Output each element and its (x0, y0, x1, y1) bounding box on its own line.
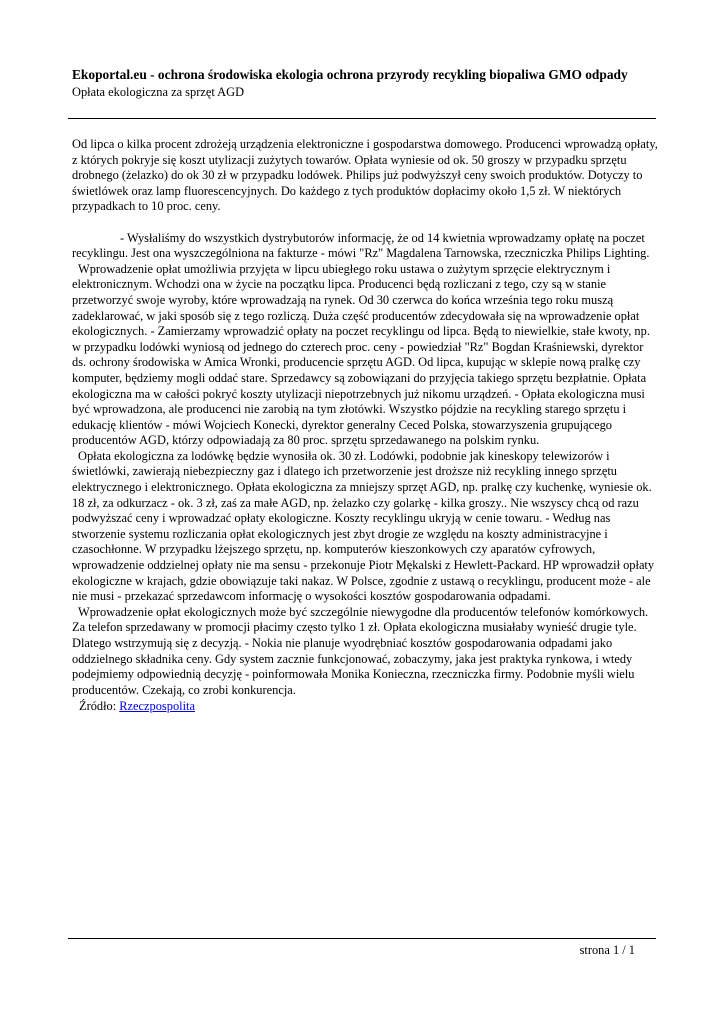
article-paragraph-intro: Od lipca o kilka procent zdrożeją urządzenia elektroniczne i gospodarstwa domowego. Producenci wprowadzą opłaty, z których pokryje się koszt utylizacji zużytych towarów. Opłata wyniesie od ok. 50 groszy w przypadku sprzętu drobnego (żelazko) do ok 30 zł w przypadku lodówek. Philips już podwyższył ceny swoich produktów. Dotyczy to świetlówek oraz lamp fluorescencyjnych. Do każdego z tych produktów dopłacimy około 1,5 zł. W niektórych przypadkach to 10 proc. ceny. (72, 137, 658, 214)
site-title: Ekoportal.eu - ochrona środowiska ekologia ochrona przyrody recykling biopaliwa GMO odpady (72, 67, 628, 82)
article-paragraph: Wprowadzenie opłat ekologicznych może być szczególnie niewygodne dla producentów telefonów komórkowych. Za telefon sprzedawany w promocji płacimy często tylko 1 zł. Opłata ekologiczna musiałaby wynieść drugie tyle. Dlatego wstrzymują się z decyzją. - Nokia nie planuje wyodrębniać kosztów gospodarowania odpadami jako oddzielnego składnika ceny. Gdy system zacznie funkcjonować, zobaczymy, jaka jest praktyka rynkowa, i wtedy podejmiemy odpowiednią decyzję - poinformowała Monika Konieczna, rzeczniczka firmy. Podobnie myśli wielu producentów. Czekają, co zrobi konkurencja. (72, 604, 649, 697)
article-body (72, 137, 660, 698)
header-divider (68, 118, 656, 119)
source-link[interactable]: Rzeczpospolita (119, 699, 195, 713)
article-title: Opłata ekologiczna za sprzęt AGD (72, 85, 245, 99)
article-paragraph: - Wysłaliśmy do wszystkich dystrybutorów informację, że od 14 kwietnia wprowadzamy opłatę na poczet recyklingu. Jest ona wyszczególniona na fakturze - mówi "Rz" Magdalena Tarnowska, rzeczniczka Philips Lighting. (72, 230, 650, 261)
source-label: Źródło: (79, 699, 117, 713)
article-paragraph: Opłata ekologiczna za lodówkę będzie wynosiła ok. 30 zł. Lodówki, podobnie jak kineskopy telewizorów i świetlówki, zawierają niebezpieczny gaz i dlatego ich przetworzenie jest droższe niż recykling innego sprzętu elektrycznego i elektronicznego. Opłata ekologiczna za mniejszy sprzęt AGD, np. pralkę czy kuchenkę, wyniesie ok. 18 zł, za odkurzacz - ok. 3 zł, zaś za małe AGD, np. żelazko czy golarkę - kilka groszy.. Nie wszyscy chcą od razu podwyższać ceny i wprowadzać opłaty ekologiczne. Koszty recyklingu ukryją w cenie towaru. - Według nas stworzenie systemu rozliczania opłat ekologicznych jest zbyt drogie ze względu na koszty administracyjne i czasochłonne. W przypadku lżejszego sprzętu, np. komputerów kieszonkowych czy aparatów cyfrowych, wprowadzenie oddzielnej opłaty nie ma sensu - przekonuje Piotr Mękalski z Hewlett-Packard. HP wprowadził opłaty ekologiczne w krajach, gdzie obowiązuje taki nakaz. W Polsce, zgodnie z ustawą o recyklingu, producent może - ale nie musi - przekazać sprzedawcom informację o wysokości kosztów gospodarowania odpadami. (72, 448, 655, 604)
footer-divider (68, 938, 656, 939)
page-indicator: strona 1 / 1 (579, 943, 635, 957)
document-header (72, 66, 660, 100)
source-line (79, 699, 195, 715)
article-paragraph: Wprowadzenie opłat umożliwia przyjęta w lipcu ubiegłego roku ustawa o zużytym sprzęcie elektrycznym i elektronicznym. Wchodzi ona w życie na początku lipca. Producenci będą rozliczani z tego, czy są w stanie przetworzyć swoje wyroby, które wprowadzają na rynek. Od 30 czerwca do końca września tego roku muszą zadeklarować, w jaki sposób się z tego rozliczą. Duża część producentów zdecydowała się na wprowadzenie opłat ekologicznych. - Zamierzamy wprowadzić opłaty na poczet recyklingu od lipca. Będą to niewielkie, stałe kwoty, np. w przypadku lodówki wyniosą od jednego do czterech proc. ceny - powiedział "Rz" Bogdan Kraśniewski, dyrektor ds. ochrony środowiska w Amica Wronki, producencie sprzętu AGD. Od lipca, kupując w sklepie nową pralkę czy komputer, będziemy mogli oddać stare. Sprzedawcy są zobowiązani do przyjęcia takiego sprzętu bezpłatnie. Opłata ekologiczna ma w całości pokryć koszty utylizacji niepotrzebnych już nikomu urządzeń. - Opłata ekologiczna musi być wprowadzona, ale producenci nie zarobią na tym złotówki. Wszystko pójdzie na recykling starego sprzętu i edukację klientów - mówi Wojciech Konecki, dyrektor generalny Ceced Polska, stowarzyszenia grupującego producentów AGD, którzy odpowiadają za 80 proc. sprzętu sprzedawanego na polskim rynku. (72, 261, 650, 448)
